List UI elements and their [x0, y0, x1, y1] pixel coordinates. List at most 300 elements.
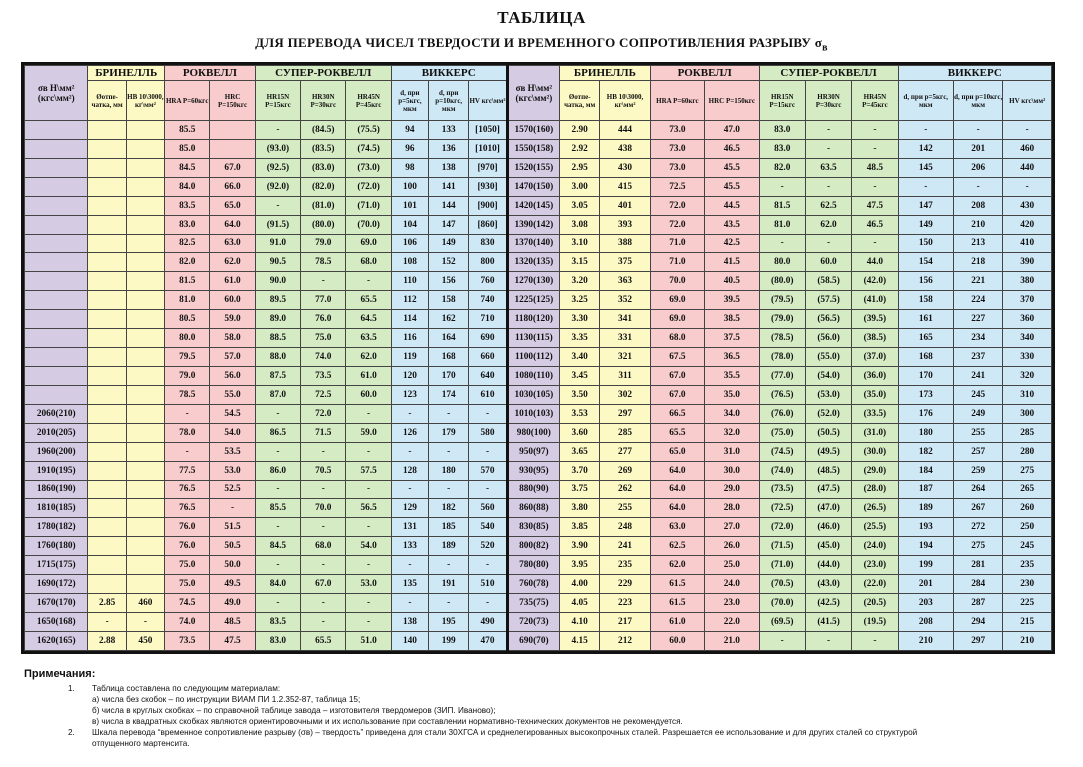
cell-hra-left: 75.0 — [165, 556, 210, 575]
cell-hr30n-right: (50.5) — [805, 423, 851, 442]
cell-hb-left — [126, 442, 164, 461]
cell-hr15n-right: (75.0) — [759, 423, 805, 442]
cell-hv-right: 380 — [1003, 272, 1052, 291]
cell-hr15n-left: 90.0 — [255, 272, 300, 291]
cell-otp-left — [88, 121, 126, 140]
cell-d5-right: 170 — [898, 366, 953, 385]
cell-sigma-left: 1780(182) — [25, 518, 88, 537]
cell-hrc-left: 63.0 — [210, 234, 255, 253]
cell-d5-left: 108 — [391, 253, 428, 272]
cell-otp-left — [88, 366, 126, 385]
cell-hb-right: 262 — [600, 480, 650, 499]
cell-hrc-left: 59.0 — [210, 310, 255, 329]
cell-hra-right: 69.0 — [650, 291, 704, 310]
cell-d10-left: 136 — [429, 139, 469, 158]
cell-sigma-right: 1030(105) — [507, 385, 559, 404]
cell-hr15n-left: 84.5 — [255, 537, 300, 556]
cell-hra-right: 67.0 — [650, 385, 704, 404]
cell-hr30n-right: - — [805, 631, 851, 650]
cell-hv-left: 640 — [469, 366, 507, 385]
cell-d10-right: 284 — [954, 575, 1003, 594]
note-1b: б) числа в круглых скобках – по справочной таблице завода – изготовителя твердомеров (ЗИП. Иваново); — [92, 706, 496, 715]
note-2-continued: отпущенного мартенсита. — [92, 739, 190, 748]
cell-hv-left: 570 — [469, 461, 507, 480]
cell-hra-right: 73.0 — [650, 139, 704, 158]
hardness-table-frame — [21, 62, 1055, 654]
cell-hra-left: 79.0 — [165, 366, 210, 385]
cell-d10-right: 234 — [954, 329, 1003, 348]
cell-hrc-left: 67.0 — [210, 158, 255, 177]
cell-sigma-right: 1080(110) — [507, 366, 559, 385]
cell-hv-right: 410 — [1003, 234, 1052, 253]
cell-hrc-left: 54.0 — [210, 423, 255, 442]
cell-sigma-left: 1650(168) — [25, 612, 88, 631]
cell-hv-right: 300 — [1003, 404, 1052, 423]
cell-hrc-left: 60.0 — [210, 291, 255, 310]
cell-otp-right: 3.20 — [560, 272, 600, 291]
cell-hr15n-right: 82.0 — [759, 158, 805, 177]
cell-hr30n-right: (55.0) — [805, 348, 851, 367]
cell-d10-left: - — [429, 594, 469, 613]
cell-d10-right: 267 — [954, 499, 1003, 518]
cell-hr45n-right: (23.0) — [852, 556, 898, 575]
cell-hv-right: 390 — [1003, 253, 1052, 272]
cell-d5-left: - — [391, 404, 428, 423]
cell-d10-right: 206 — [954, 158, 1003, 177]
note-1c: в) числа в квадратных скобках являются ориентировочными и их использование при составлении нормативно-технических документов не рекомендуется. — [92, 717, 683, 726]
cell-sigma-left — [25, 272, 88, 291]
cell-hr30n-right: - — [805, 177, 851, 196]
cell-otp-right: 3.90 — [560, 537, 600, 556]
header-superrockwell-left: СУПЕР-РОКВЕЛЛ — [255, 66, 391, 81]
cell-d10-right: 264 — [954, 480, 1003, 499]
cell-d10-right: - — [954, 121, 1003, 140]
cell-d5-left: 119 — [391, 348, 428, 367]
header-hr30n-left: HR30N P=30кгс — [301, 81, 346, 121]
cell-d10-right: 259 — [954, 461, 1003, 480]
cell-sigma-left: 2010(205) — [25, 423, 88, 442]
header-hra-left: HRA P=60кгс — [165, 81, 210, 121]
cell-hr30n-left: (84.5) — [301, 121, 346, 140]
cell-hr45n-right: (25.5) — [852, 518, 898, 537]
cell-hv-right: 280 — [1003, 442, 1052, 461]
cell-hr30n-right: (47.0) — [805, 499, 851, 518]
cell-otp-left — [88, 196, 126, 215]
cell-hrc-left: 51.5 — [210, 518, 255, 537]
cell-hrc-left: 53.0 — [210, 461, 255, 480]
cell-hr30n-right: (44.0) — [805, 556, 851, 575]
cell-hb-right: 375 — [600, 253, 650, 272]
cell-hv-left: 520 — [469, 537, 507, 556]
cell-hb-right: 235 — [600, 556, 650, 575]
cell-d5-left: 133 — [391, 537, 428, 556]
cell-hr45n-right: (42.0) — [852, 272, 898, 291]
cell-d10-right: 287 — [954, 594, 1003, 613]
header-hv-right: HV кгс\мм² — [1003, 81, 1052, 121]
cell-otp-right: 3.40 — [560, 348, 600, 367]
cell-hb-left — [126, 480, 164, 499]
cell-hr45n-left: - — [346, 442, 391, 461]
table-row — [25, 310, 1052, 329]
cell-hv-left: 540 — [469, 518, 507, 537]
cell-otp-left — [88, 537, 126, 556]
subtitle-subscript: в — [822, 42, 828, 54]
cell-d10-left: 158 — [429, 291, 469, 310]
cell-d5-right: 180 — [898, 423, 953, 442]
cell-hrc-right: 25.0 — [705, 556, 759, 575]
cell-hrc-left: 48.5 — [210, 612, 255, 631]
cell-d5-left: - — [391, 480, 428, 499]
cell-d5-right: 203 — [898, 594, 953, 613]
cell-hb-right: 363 — [600, 272, 650, 291]
cell-hr30n-left: 78.5 — [301, 253, 346, 272]
cell-d5-left: 140 — [391, 631, 428, 650]
cell-hr30n-left: 70.5 — [301, 461, 346, 480]
cell-hrc-left: 61.0 — [210, 272, 255, 291]
header-rockwell-right: РОКВЕЛЛ — [650, 66, 759, 81]
cell-hr45n-right: (38.5) — [852, 329, 898, 348]
cell-hr30n-left: (80.0) — [301, 215, 346, 234]
cell-hv-right: 360 — [1003, 310, 1052, 329]
cell-hb-left — [126, 234, 164, 253]
cell-sigma-right: 1225(125) — [507, 291, 559, 310]
cell-hr45n-left: (74.5) — [346, 139, 391, 158]
cell-d10-right: 201 — [954, 139, 1003, 158]
cell-hrc-right: 22.0 — [705, 612, 759, 631]
cell-otp-right: 3.53 — [560, 404, 600, 423]
cell-hra-left: 76.5 — [165, 499, 210, 518]
cell-hr30n-left: 76.0 — [301, 310, 346, 329]
cell-hr30n-left: - — [301, 442, 346, 461]
header-hr30n-right: HR30N P=30кгс — [805, 81, 851, 121]
cell-hr30n-left: - — [301, 594, 346, 613]
cell-hb-right: 321 — [600, 348, 650, 367]
cell-hv-left: 760 — [469, 272, 507, 291]
table-body — [25, 121, 1052, 651]
cell-hra-left: 85.5 — [165, 121, 210, 140]
cell-sigma-left: 1860(190) — [25, 480, 88, 499]
cell-hrc-left: 57.0 — [210, 348, 255, 367]
cell-d10-right: 241 — [954, 366, 1003, 385]
cell-hr45n-left: 62.0 — [346, 348, 391, 367]
cell-otp-right: 3.35 — [560, 329, 600, 348]
cell-hr45n-right: (30.0) — [852, 442, 898, 461]
cell-hr30n-left: 67.0 — [301, 575, 346, 594]
cell-sigma-right: 760(78) — [507, 575, 559, 594]
cell-hv-left: - — [469, 594, 507, 613]
cell-hb-left: 460 — [126, 594, 164, 613]
cell-hr15n-right: (77.0) — [759, 366, 805, 385]
table-row — [25, 499, 1052, 518]
notes-heading: Примечания: — [24, 668, 96, 680]
table-row — [25, 329, 1052, 348]
cell-sigma-right: 930(95) — [507, 461, 559, 480]
cell-hrc-right: 41.5 — [705, 253, 759, 272]
cell-hr30n-right: 62.5 — [805, 196, 851, 215]
cell-hrc-left: 62.0 — [210, 253, 255, 272]
cell-hv-left: 690 — [469, 329, 507, 348]
header-hr15n-left: HR15N P=15кгс — [255, 81, 300, 121]
cell-otp-left — [88, 215, 126, 234]
cell-d5-right: 194 — [898, 537, 953, 556]
cell-hra-left: 75.0 — [165, 575, 210, 594]
cell-d5-right: 145 — [898, 158, 953, 177]
cell-hr15n-left: - — [255, 480, 300, 499]
cell-d10-right: 294 — [954, 612, 1003, 631]
cell-d5-left: - — [391, 556, 428, 575]
cell-hb-right: 302 — [600, 385, 650, 404]
note-1 — [24, 683, 1064, 694]
cell-hr45n-right: (28.0) — [852, 480, 898, 499]
cell-hr45n-left: (72.0) — [346, 177, 391, 196]
cell-hb-right: 229 — [600, 575, 650, 594]
cell-d5-left: 135 — [391, 575, 428, 594]
cell-hrc-left: 52.5 — [210, 480, 255, 499]
cell-hra-right: 71.0 — [650, 253, 704, 272]
cell-hv-left: 610 — [469, 385, 507, 404]
cell-sigma-right: 735(75) — [507, 594, 559, 613]
cell-otp-right: 4.00 — [560, 575, 600, 594]
cell-hb-right: 285 — [600, 423, 650, 442]
cell-hrc-right: 38.5 — [705, 310, 759, 329]
cell-sigma-left — [25, 215, 88, 234]
cell-hb-right: 248 — [600, 518, 650, 537]
cell-d10-left: 182 — [429, 499, 469, 518]
cell-otp-left — [88, 461, 126, 480]
cell-hb-right: 212 — [600, 631, 650, 650]
cell-hr30n-right: (42.5) — [805, 594, 851, 613]
cell-hra-left: 83.5 — [165, 196, 210, 215]
cell-hv-left: 710 — [469, 310, 507, 329]
cell-hr30n-right: 63.5 — [805, 158, 851, 177]
cell-hv-right: 275 — [1003, 461, 1052, 480]
cell-hrc-left: 47.5 — [210, 631, 255, 650]
cell-hr15n-right: (69.5) — [759, 612, 805, 631]
cell-hr30n-right: 62.0 — [805, 215, 851, 234]
subtitle-text: ДЛЯ ПЕРЕВОДА ЧИСЕЛ ТВЕРДОСТИ И ВРЕМЕННОГО СОПРОТИВЛЕНИЯ РАЗРЫВУ σ — [255, 35, 823, 50]
cell-hr30n-right: (53.0) — [805, 385, 851, 404]
cell-sigma-right: 1420(145) — [507, 196, 559, 215]
cell-hb-left — [126, 177, 164, 196]
cell-otp-right: 2.92 — [560, 139, 600, 158]
cell-hra-left: 82.0 — [165, 253, 210, 272]
cell-otp-left — [88, 177, 126, 196]
cell-hra-right: 62.5 — [650, 537, 704, 556]
cell-sigma-left: 1670(170) — [25, 594, 88, 613]
cell-hr15n-right: (71.5) — [759, 537, 805, 556]
cell-hr15n-right: (74.5) — [759, 442, 805, 461]
cell-d5-left: 106 — [391, 234, 428, 253]
cell-hra-right: 71.0 — [650, 234, 704, 253]
cell-otp-left — [88, 329, 126, 348]
cell-sigma-left: 1620(165) — [25, 631, 88, 650]
cell-d5-right: 182 — [898, 442, 953, 461]
page-title: ТАБЛИЦА — [497, 8, 586, 27]
note-2-text: Шкала перевода “временное сопротивление разрыву (σв) – твердость” приведена для стали 30ХГСА и среднелегированных высокопрочных сталей. Разрешается ее использование и для других сталей со структурой — [92, 728, 918, 737]
cell-hv-left: 830 — [469, 234, 507, 253]
cell-otp-left — [88, 291, 126, 310]
cell-otp-right: 2.95 — [560, 158, 600, 177]
cell-sigma-left — [25, 329, 88, 348]
cell-hv-right: 250 — [1003, 518, 1052, 537]
cell-hr15n-right: 81.5 — [759, 196, 805, 215]
cell-otp-left: 2.85 — [88, 594, 126, 613]
table-row — [25, 537, 1052, 556]
cell-hr15n-right: (80.0) — [759, 272, 805, 291]
cell-sigma-left — [25, 177, 88, 196]
cell-hrc-right: 36.5 — [705, 348, 759, 367]
header-d5-left: d, при p=5кгс, мкм — [391, 81, 428, 121]
cell-hr30n-left: - — [301, 518, 346, 537]
table-row — [25, 121, 1052, 140]
cell-hr45n-left: 51.0 — [346, 631, 391, 650]
table-row — [25, 177, 1052, 196]
cell-sigma-left: 1715(175) — [25, 556, 88, 575]
cell-hr15n-right: (70.0) — [759, 594, 805, 613]
cell-hv-left: 490 — [469, 612, 507, 631]
cell-hr45n-left: 69.0 — [346, 234, 391, 253]
cell-d5-right: 208 — [898, 612, 953, 631]
cell-hv-left: 800 — [469, 253, 507, 272]
cell-otp-right: 3.95 — [560, 556, 600, 575]
cell-d5-right: 149 — [898, 215, 953, 234]
header-sigma-left: σв H\мм² (кгс\мм²) — [25, 66, 88, 121]
cell-d10-right: 249 — [954, 404, 1003, 423]
cell-hv-left: 560 — [469, 499, 507, 518]
cell-otp-right: 3.60 — [560, 423, 600, 442]
cell-hr30n-left: 75.0 — [301, 329, 346, 348]
cell-hr15n-left: 90.5 — [255, 253, 300, 272]
cell-hv-right: 225 — [1003, 594, 1052, 613]
cell-hra-right: 64.0 — [650, 480, 704, 499]
cell-sigma-right: 1570(160) — [507, 121, 559, 140]
cell-hra-left: 73.5 — [165, 631, 210, 650]
cell-hrc-left: 64.0 — [210, 215, 255, 234]
cell-hr15n-left: (92.0) — [255, 177, 300, 196]
cell-hrc-left: - — [210, 499, 255, 518]
cell-hb-left — [126, 575, 164, 594]
cell-hr15n-left: 91.0 — [255, 234, 300, 253]
cell-otp-left — [88, 253, 126, 272]
cell-hr30n-left: (83.0) — [301, 158, 346, 177]
cell-hr45n-left: (73.0) — [346, 158, 391, 177]
cell-hrc-left: 65.0 — [210, 196, 255, 215]
header-d10-right: d, при p=10кгс, мкм — [954, 81, 1003, 121]
cell-hra-right: 67.5 — [650, 348, 704, 367]
cell-hr30n-right: (46.0) — [805, 518, 851, 537]
cell-hb-left — [126, 139, 164, 158]
cell-hrc-right: 26.0 — [705, 537, 759, 556]
table-row — [25, 272, 1052, 291]
cell-hr45n-right: (31.0) — [852, 423, 898, 442]
cell-hb-left — [126, 556, 164, 575]
cell-hra-right: 70.0 — [650, 272, 704, 291]
cell-hra-right: 73.0 — [650, 158, 704, 177]
cell-otp-right: 3.08 — [560, 215, 600, 234]
cell-otp-right: 3.00 — [560, 177, 600, 196]
cell-hrc-right: 45.5 — [705, 158, 759, 177]
cell-hr45n-left: (70.0) — [346, 215, 391, 234]
cell-hr30n-right: (56.0) — [805, 329, 851, 348]
cell-hv-right: - — [1003, 177, 1052, 196]
cell-hr15n-left: 85.5 — [255, 499, 300, 518]
cell-sigma-left — [25, 291, 88, 310]
cell-hrc-right: 27.0 — [705, 518, 759, 537]
cell-hr15n-left: (92.5) — [255, 158, 300, 177]
table-row — [25, 196, 1052, 215]
cell-hv-right: 340 — [1003, 329, 1052, 348]
cell-otp-right: 3.85 — [560, 518, 600, 537]
cell-hb-left — [126, 253, 164, 272]
cell-d10-left: 133 — [429, 121, 469, 140]
cell-hr45n-right: - — [852, 234, 898, 253]
cell-hra-left: 81.5 — [165, 272, 210, 291]
cell-d10-left: 179 — [429, 423, 469, 442]
cell-hra-right: 60.0 — [650, 631, 704, 650]
cell-d5-right: 158 — [898, 291, 953, 310]
cell-hr15n-left: 86.0 — [255, 461, 300, 480]
cell-sigma-left: 1760(180) — [25, 537, 88, 556]
cell-hr45n-left: - — [346, 480, 391, 499]
cell-hra-right: 73.0 — [650, 121, 704, 140]
cell-hra-right: 65.0 — [650, 442, 704, 461]
cell-otp-left — [88, 234, 126, 253]
cell-otp-left — [88, 480, 126, 499]
table-row — [25, 631, 1052, 650]
header-d5-right: d, при p=5кгс, мкм — [898, 81, 953, 121]
cell-hb-right: 444 — [600, 121, 650, 140]
hardness-conversion-table — [24, 65, 1052, 651]
cell-d5-right: 154 — [898, 253, 953, 272]
header-vickers-left: ВИККЕРС — [391, 66, 507, 81]
cell-hr45n-right: (41.0) — [852, 291, 898, 310]
cell-hr30n-right: - — [805, 234, 851, 253]
cell-d10-right: 255 — [954, 423, 1003, 442]
cell-d5-right: - — [898, 121, 953, 140]
cell-d5-right: 156 — [898, 272, 953, 291]
cell-sigma-left — [25, 385, 88, 404]
cell-d10-right: 227 — [954, 310, 1003, 329]
cell-d10-right: 213 — [954, 234, 1003, 253]
cell-hr30n-right: (52.0) — [805, 404, 851, 423]
table-row — [25, 366, 1052, 385]
table-row — [25, 594, 1052, 613]
cell-hrc-left: 50.5 — [210, 537, 255, 556]
cell-hr15n-right: 83.0 — [759, 139, 805, 158]
cell-hr15n-right: (79.5) — [759, 291, 805, 310]
cell-hrc-left: 54.5 — [210, 404, 255, 423]
cell-hr15n-right: (73.5) — [759, 480, 805, 499]
cell-hv-left: - — [469, 480, 507, 499]
cell-hr15n-left: 84.0 — [255, 575, 300, 594]
cell-d5-left: 120 — [391, 366, 428, 385]
cell-hrc-right: 24.0 — [705, 575, 759, 594]
cell-otp-right: 3.10 — [560, 234, 600, 253]
cell-hr45n-right: (37.0) — [852, 348, 898, 367]
cell-hb-left — [126, 404, 164, 423]
cell-hr45n-left: (71.0) — [346, 196, 391, 215]
cell-d5-left: 100 — [391, 177, 428, 196]
cell-hb-left: - — [126, 612, 164, 631]
cell-hb-left — [126, 272, 164, 291]
cell-hv-right: 320 — [1003, 366, 1052, 385]
cell-d10-right: 221 — [954, 272, 1003, 291]
cell-hr15n-left: - — [255, 121, 300, 140]
cell-hrc-left: 55.0 — [210, 385, 255, 404]
cell-hr45n-right: - — [852, 177, 898, 196]
cell-d5-right: 147 — [898, 196, 953, 215]
cell-d10-right: 237 — [954, 348, 1003, 367]
